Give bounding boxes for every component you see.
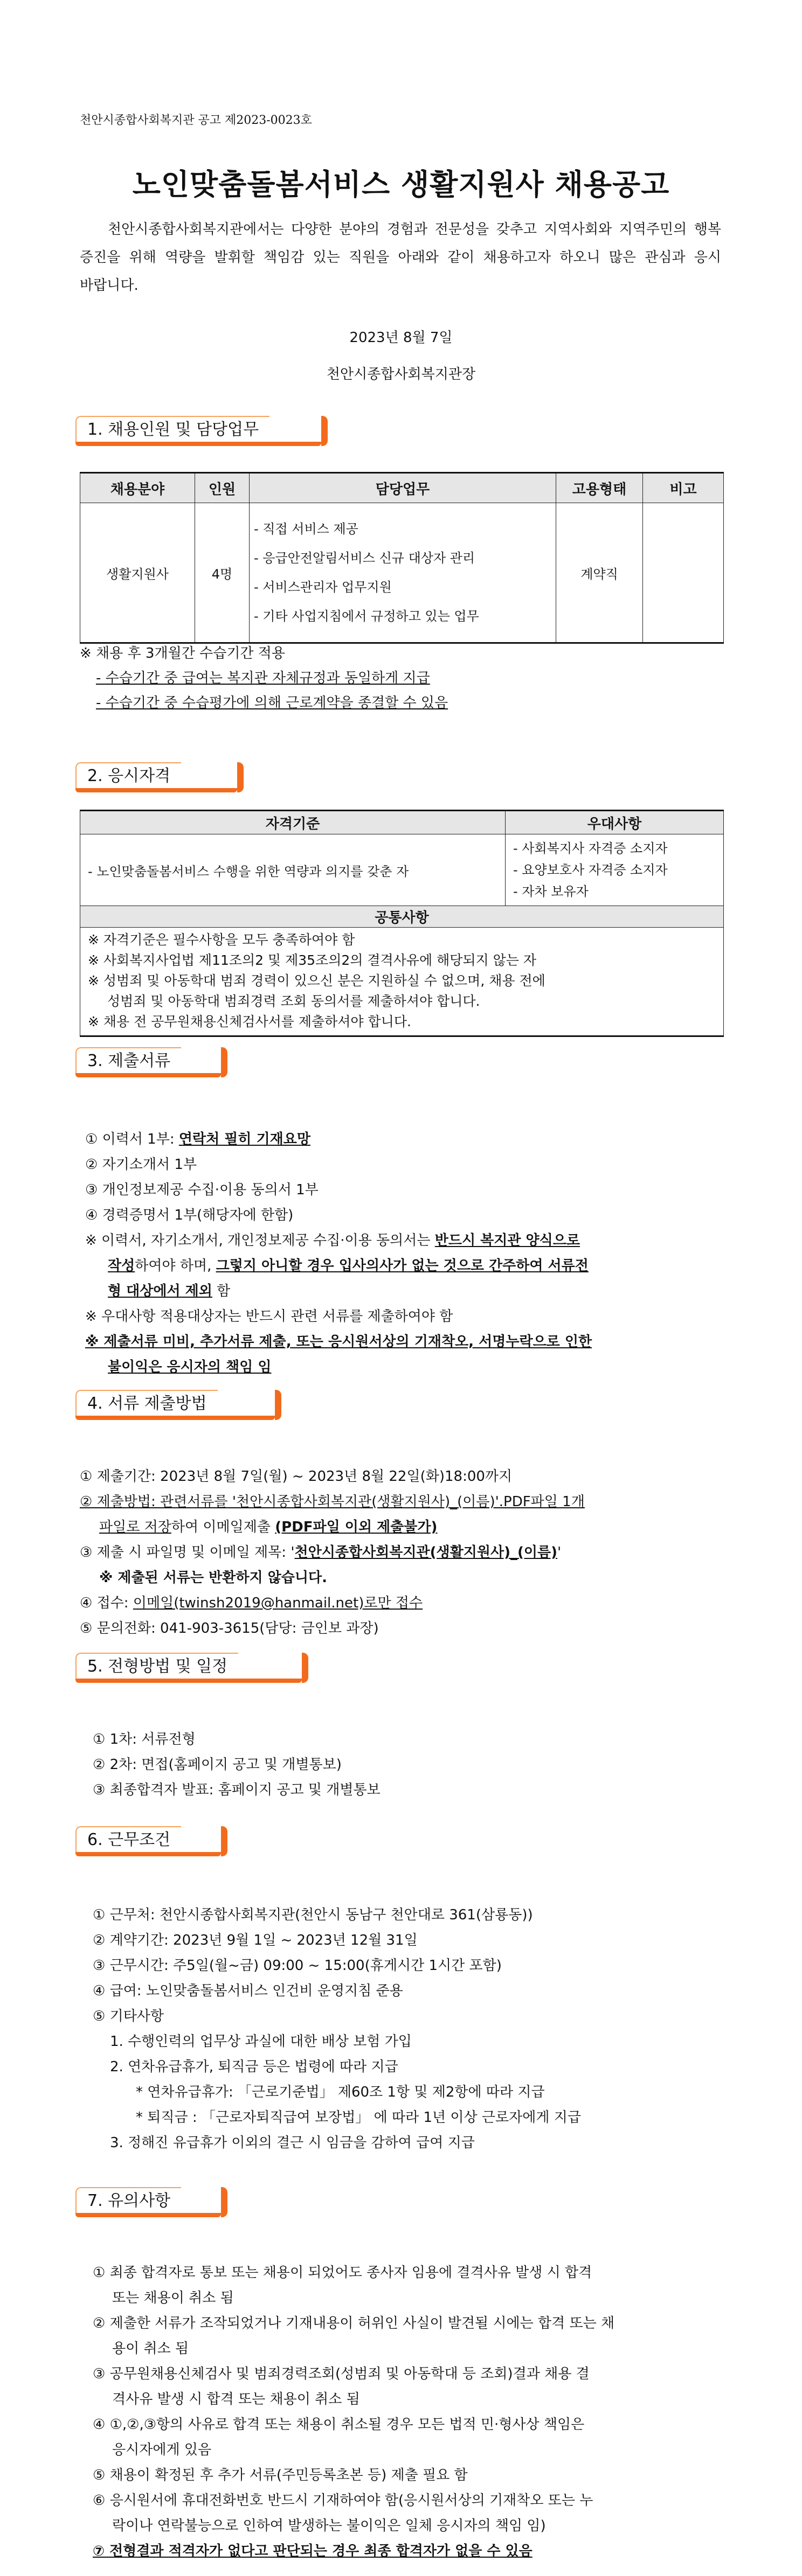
list-item: ② 제출방법: 관련서류를 '천안시종합사회복지관(생활지원사)_(이름)'.PDF파일 1개: [80, 1494, 585, 1510]
common-item: ※ 채용 전 공무원채용신체검사서를 제출하셔야 합니다.: [88, 1014, 411, 1029]
probation-line: - 수습기간 중 수습평가에 의해 근로계약을 종결할 수 있음: [96, 695, 448, 711]
list-item: ① 최종 합격자로 통보 또는 채용이 되었어도 종사자 임용에 결격사유 발생 시 합격: [93, 2265, 592, 2281]
list-item: ② 제출한 서류가 조작되었거나 기재내용이 허위인 사실이 발견될 시에는 합격 또는 채: [93, 2315, 615, 2331]
list-item: ④ 경력증명서 1부(해당자에 한함): [85, 1207, 294, 1223]
list-item: ③ 제출 시 파일명 및 이메일 제목: '천안시종합사회복지관(생활지원사)_(이름)': [80, 1544, 562, 1561]
section-heading-label: 2. 응시자격: [75, 762, 181, 789]
notice-number: 천안시종합사회복지관 공고 제2023-0023호: [80, 114, 312, 127]
list-item: ④ 급여: 노인맞춤돌봄서비스 인건비 운영지침 준용: [93, 1983, 403, 1999]
list-item: ② 자기소개서 1부: [85, 1157, 197, 1173]
section-heading-5: [75, 1653, 302, 1683]
list-item: ④ ①,②,③항의 사유로 합격 또는 채용이 취소될 경우 모든 법적 민·형사상 책임은: [93, 2417, 585, 2433]
list-item: ③ 개인정보제공 수집·이용 동의서 1부: [85, 1182, 319, 1198]
list-item: 작성하여야 하며, 그렇지 아니할 경우 입사의사가 없는 것으로 간주하여 서류전: [108, 1258, 589, 1274]
list-item: ※ 이력서, 자기소개서, 개인정보제공 수집·이용 동의서는 반드시 복지관 양식으로: [85, 1233, 580, 1249]
qualification-requirement: - 노인맞춤돌봄서비스 수행을 위한 역량과 의지를 갖춘 자: [80, 834, 506, 906]
list-item: ※ 제출된 서류는 반환하지 않습니다.: [99, 1570, 327, 1586]
list-item: 3. 정해진 유급휴가 이외의 결근 시 임금을 감하여 급여 지급: [110, 2135, 475, 2151]
table-header: 고용형태: [556, 473, 643, 503]
list-item: 형 대상에서 제외 함: [108, 1283, 231, 1299]
common-requirements: [80, 928, 724, 1036]
page-title: 노인맞춤돌봄서비스 생활지원사 채용공고: [132, 168, 670, 201]
section-heading-3: [75, 1047, 221, 1077]
list-item: ① 근무처: 천안시종합사회복지관(천안시 동남구 천안대로 361(삼룡동)): [93, 1907, 533, 1923]
table-header: 우대사항: [506, 811, 724, 834]
list-item: ① 제출기간: 2023년 8월 7일(월) ~ 2023년 8월 22일(화)18:00까지: [80, 1468, 513, 1485]
list-item: ② 계약기간: 2023년 9월 1일 ~ 2023년 12월 31일: [93, 1932, 418, 1948]
table-cell-duties: [250, 503, 556, 643]
list-item: ⑤ 채용이 확정된 후 추가 서류(주민등록초본 등) 제출 필요 함: [93, 2467, 468, 2483]
table-cell-type: 계약직: [556, 503, 643, 643]
common-item: ※ 사회복지사업법 제11조의2 및 제35조의2의 결격사유에 해당되지 않는 자: [88, 952, 537, 968]
section-heading-label: 6. 근무조건: [75, 1826, 181, 1853]
table-row: [80, 834, 724, 906]
probation-main: ※ 채용 후 3개월간 수습기간 적용: [80, 645, 286, 662]
section-heading-4: [75, 1390, 275, 1420]
list-item: ③ 공무원채용신체검사 및 범죄경력조회(성범죄 및 아동학대 등 조회)결과 채용 결: [93, 2366, 590, 2382]
list-item: 2. 연차유급휴가, 퇴직금 등은 법령에 따라 지급: [110, 2059, 398, 2075]
list-item: ⑤ 문의전화: 041-903-3615(담당: 금인보 과장): [80, 1620, 379, 1637]
list-item: ① 이력서 1부: 연락처 필히 기재요망: [85, 1131, 311, 1147]
list-item: 불이익은 응시자의 책임 임: [108, 1359, 272, 1375]
list-item: ③ 근무시간: 주5일(월~금) 09:00 ~ 15:00(휴게시간 1시간 포함): [93, 1958, 502, 1974]
section-heading-7: [75, 2187, 221, 2217]
probation-note: [80, 641, 448, 715]
common-item: ※ 성범죄 및 아동학대 범죄 경력이 있으신 분은 지원하실 수 없으며, 채용 전에: [88, 973, 545, 988]
list-item: 또는 채용이 취소 됨: [112, 2290, 234, 2306]
common-item: ※ 자격기준은 필수사항을 모두 충족하여야 함: [88, 932, 355, 948]
table-cell-field: 생활지원사: [80, 503, 195, 643]
duty-item: - 서비스관리자 업무지원: [254, 580, 392, 595]
list-item: 락이나 연락불능으로 인하여 발생하는 불이익은 일체 응시자의 책임 임): [112, 2518, 546, 2534]
section-heading-label: 4. 서류 제출방법: [75, 1390, 218, 1417]
cautions-list: [93, 2260, 614, 2564]
list-item: 격사유 발생 시 합격 또는 채용이 취소 됨: [112, 2391, 360, 2407]
list-item: ③ 최종합격자 발표: 홈페이지 공고 및 개별통보: [93, 1782, 381, 1798]
list-item: 용이 취소 됨: [112, 2341, 189, 2357]
section-heading-6: [75, 1826, 221, 1856]
table-header: 담당업무: [250, 473, 556, 503]
section-heading-label: 3. 제출서류: [75, 1047, 181, 1074]
section-heading-2: [75, 762, 237, 792]
duty-item: - 기타 사업지침에서 규정하고 있는 업무: [254, 609, 479, 624]
list-item: * 퇴직금 : 「근로자퇴직급여 보장법」 에 따라 1년 이상 근로자에게 지급: [136, 2109, 581, 2126]
issuing-organization: 천안시종합사회복지관장: [326, 366, 476, 382]
list-item: ① 1차: 서류전형: [93, 1731, 196, 1747]
list-item: ⑤ 기타사항: [93, 2008, 164, 2024]
table-header: 인원: [195, 473, 250, 503]
list-item: 응시자에게 있음: [112, 2442, 212, 2458]
section-heading-label: 1. 채용인원 및 담당업무: [75, 416, 269, 443]
probation-line: - 수습기간 중 급여는 복지관 자체규정과 동일하게 지급: [96, 670, 430, 686]
conditions-list: [93, 1903, 581, 2156]
notice-date: 2023년 8월 7일: [349, 330, 453, 346]
submission-list: [80, 1464, 585, 1641]
common-item: 성범죄 및 아동학대 범죄경력 조회 동의서를 제출하셔야 합니다.: [107, 993, 480, 1009]
preference-item: - 자차 보유자: [513, 884, 589, 899]
table-header: 비고: [643, 473, 724, 503]
list-item: ⑦ 전형결과 적격자가 없다고 판단되는 경우 최종 합격자가 없을 수 있음: [93, 2543, 533, 2559]
preference-item: - 사회복지사 자격증 소지자: [513, 841, 668, 856]
section-heading-label: 7. 유의사항: [75, 2187, 181, 2214]
common-header: 공통사항: [80, 906, 724, 928]
list-item: ② 2차: 면접(홈페이지 공고 및 개별통보): [93, 1757, 342, 1773]
section-heading-1: [75, 416, 321, 446]
table-header: 채용분야: [80, 473, 195, 503]
table-cell-count: 4명: [195, 503, 250, 643]
list-item: ⑥ 응시원서에 휴대전화번호 반드시 기재하여야 함(응시원서상의 기재착오 또는 누: [93, 2493, 593, 2509]
list-item: ④ 접수: 이메일(twinsh2019@hanmail.net)로만 접수: [80, 1595, 423, 1611]
table-cell-remark: [643, 503, 724, 643]
hiring-table: [80, 472, 724, 644]
table-header: 자격기준: [80, 811, 506, 834]
list-item: ※ 제출서류 미비, 추가서류 제출, 또는 응시원서상의 기재착오, 서명누락으로 인한: [85, 1334, 592, 1350]
documents-list: [85, 1127, 592, 1380]
list-item: ※ 우대사항 적용대상자는 반드시 관련 서류를 제출하여야 함: [85, 1308, 453, 1325]
table-header-row: [80, 473, 724, 503]
selection-list: [93, 1727, 381, 1803]
table-row: [80, 503, 724, 643]
section-heading-label: 5. 전형방법 및 일정: [75, 1653, 238, 1680]
list-item: * 연차유급휴가: 「근로기준법」 제60조 1항 및 제2항에 따라 지급: [136, 2084, 545, 2100]
list-item: 1. 수행인력의 업무상 과실에 대한 배상 보험 가입: [110, 2034, 412, 2050]
qualification-table: [80, 810, 724, 1037]
preference-list: [506, 834, 724, 906]
list-item: 파일로 저장하여 이메일제출 (PDF파일 이외 제출불가): [99, 1519, 438, 1535]
duty-item: - 응급안전알림서비스 신규 대상자 관리: [254, 551, 475, 566]
duty-item: - 직접 서비스 제공: [254, 521, 358, 537]
preference-item: - 요양보호사 자격증 소지자: [513, 862, 668, 878]
intro-paragraph: 천안시종합사회복지관에서는 다양한 분야의 경험과 전문성을 갖추고 지역사회와 지역주민의 행복 증진을 위해 역량을 발휘할 책임감 있는 직원을 아래와 같이 채용하고자 하오니 많은 관심과 응시 바랍니다.: [80, 221, 721, 294]
